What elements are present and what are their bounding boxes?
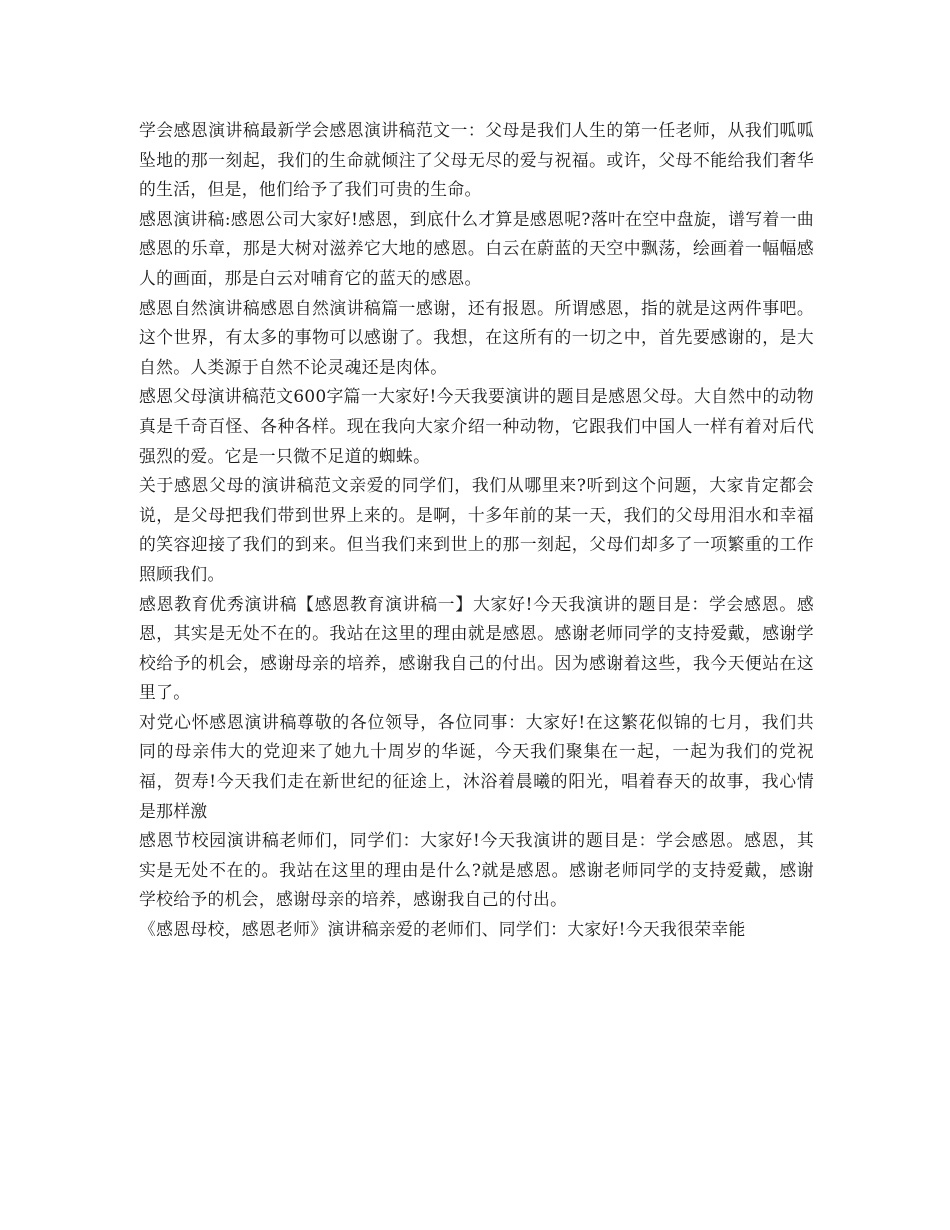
paragraph-1: 学会感恩演讲稿最新学会感恩演讲稿范文一：父母是我们人生的第一任老师，从我们呱呱坠地的那一刻起，我们的生命就倾注了父母无尽的爱与祝福。或许，父母不能给我们奢华的生活，但是，他们给予了我们可贵的生命。	[139, 120, 814, 200]
paragraph-3: 感恩自然演讲稿感恩自然演讲稿篇一感谢，还有报恩。所谓感恩，指的就是这两件事吧。这个世界，有太多的事物可以感谢了。我想，在这所有的一切之中，首先要感谢的，是大自然。人类源于自然不论灵魂还是肉体。	[139, 297, 814, 377]
paragraph-4: 感恩父母演讲稿范文600字篇一大家好!今天我要演讲的题目是感恩父母。大自然中的动物真是千奇百怪、各种各样。现在我向大家介绍一种动物，它跟我们中国人一样有着对后代强烈的爱。它是一只微不足道的蜘蛛。	[139, 386, 814, 466]
document-body	[139, 116, 814, 945]
paragraph-9: 《感恩母校，感恩老师》演讲稿亲爱的老师们、同学们：大家好!今天我很荣幸能	[139, 919, 746, 940]
paragraph-5: 关于感恩父母的演讲稿范文亲爱的同学们，我们从哪里来?听到这个问题，大家肯定都会说，是父母把我们带到世界上来的。是啊，十多年前的某一天，我们的父母用泪水和幸福的笑容迎接了我们的到来。但当我们来到世上的那一刻起，父母们却多了一项繁重的工作照顾我们。	[139, 475, 814, 584]
paragraph-8: 感恩节校园演讲稿老师们，同学们：大家好!今天我演讲的题目是：学会感恩。感恩，其实是无处不在的。我站在这里的理由是什么?就是感恩。感谢老师同学的支持爱戴，感谢学校给予的机会，感谢母亲的培养，感谢我自己的付出。	[139, 830, 814, 910]
paragraph-6: 感恩教育优秀演讲稿【感恩教育演讲稿一】大家好!今天我演讲的题目是：学会感恩。感恩，其实是无处不在的。我站在这里的理由就是感恩。感谢老师同学的支持爱戴，感谢学校给予的机会，感谢母亲的培养，感谢我自己的付出。因为感谢着这些，我今天便站在这里了。	[139, 593, 814, 703]
paragraph-7: 对党心怀感恩演讲稿尊敬的各位领导，各位同事：大家好!在这繁花似锦的七月，我们共同的母亲伟大的党迎来了她九十周岁的华诞，今天我们聚集在一起，一起为我们的党祝福，贺寿!今天我们走在新世纪的征途上，沐浴着晨曦的阳光，唱着春天的故事，我心情是那样激	[139, 711, 814, 821]
paragraph-2: 感恩演讲稿:感恩公司大家好!感恩，到底什么才算是感恩呢?落叶在空中盘旋，谱写着一曲感恩的乐章，那是大树对滋养它大地的感恩。白云在蔚蓝的天空中飘荡，绘画着一幅幅感人的画面，那是白云对哺育它的蓝天的感恩。	[139, 208, 814, 288]
